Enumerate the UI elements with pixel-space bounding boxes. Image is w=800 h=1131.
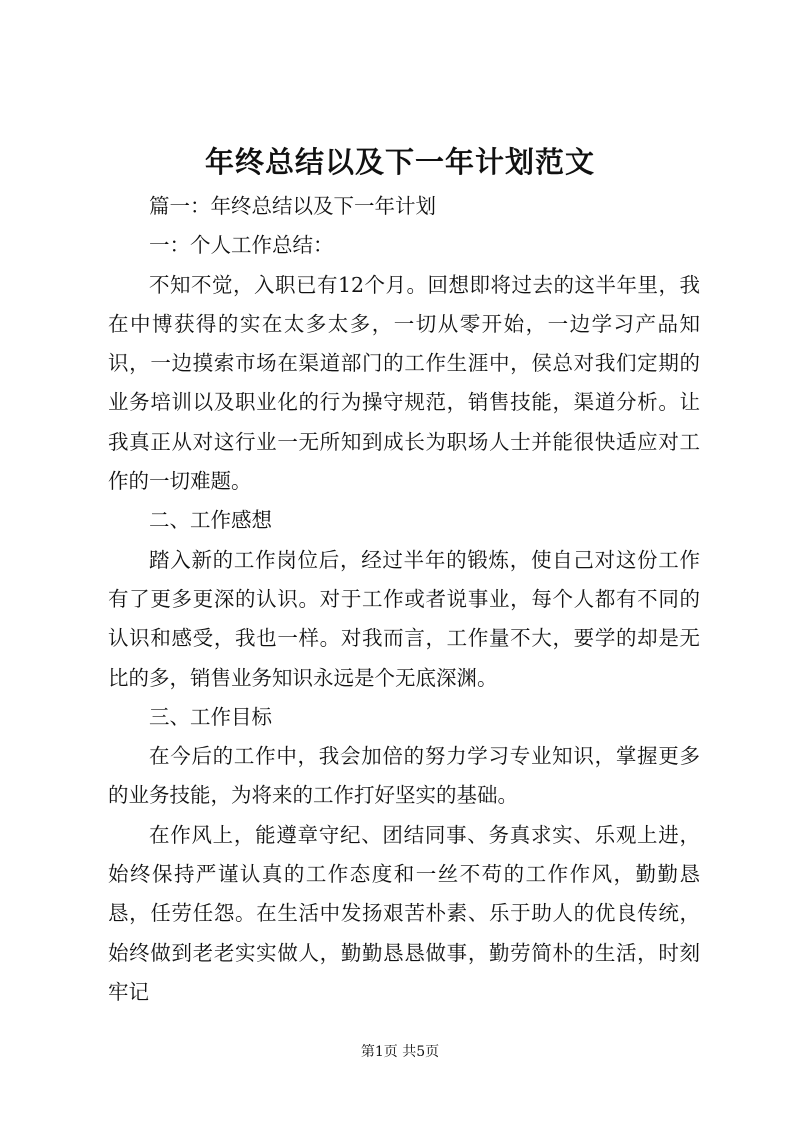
paragraph-heading-work-goals: 三、工作目标: [149, 704, 272, 729]
paragraph-work-style: 在作风上，能遵章守纪、团结同事、务真求实、乐观上进，始终保持严谨认真的工作态度和一丝不苟的工作作风，勤勤恳恳，任劳任怨。在生活中发扬艰苦朴素、乐于助人的优良传统，始终做到老老实实做人，勤勤恳恳做事，勤劳简朴的生活，时刻牢记: [108, 822, 700, 1004]
page-footer: 第1页 共5页: [360, 1044, 440, 1060]
document-title: 年终总结以及下一年计划范文: [204, 145, 595, 179]
paragraph-heading-personal-summary: 一：个人工作总结：: [149, 233, 334, 258]
paragraph-work-goals: 在今后的工作中，我会加倍的努力学习专业知识，掌握更多的业务技能，为将来的工作打好坚实的基础。: [108, 744, 700, 808]
paragraph-section-heading: 篇一：年终总结以及下一年计划: [149, 194, 436, 218]
paragraph-heading-work-thoughts: 二、工作感想: [149, 508, 272, 533]
document-body: [108, 187, 700, 1012]
paragraph-personal-summary: 不知不觉，入职已有12个月。回想即将过去的这半年里，我在中博获得的实在太多太多，一切从零开始，一边学习产品知识，一边摸索市场在渠道部门的工作生涯中，侯总对我们定期的业务培训以及职业化的行为操守规范，销售技能，渠道分析。让我真正从对这行业一无所知到成长为职场人士并能很快适应对工作的一切难题。: [108, 272, 700, 494]
paragraph-work-thoughts: 踏入新的工作岗位后，经过半年的锻炼，使自己对这份工作有了更多更深的认识。对于工作或者说事业，每个人都有不同的认识和感受，我也一样。对我而言，工作量不大，要学的却是无比的多，销售业务知识永远是个无底深渊。: [108, 547, 700, 690]
